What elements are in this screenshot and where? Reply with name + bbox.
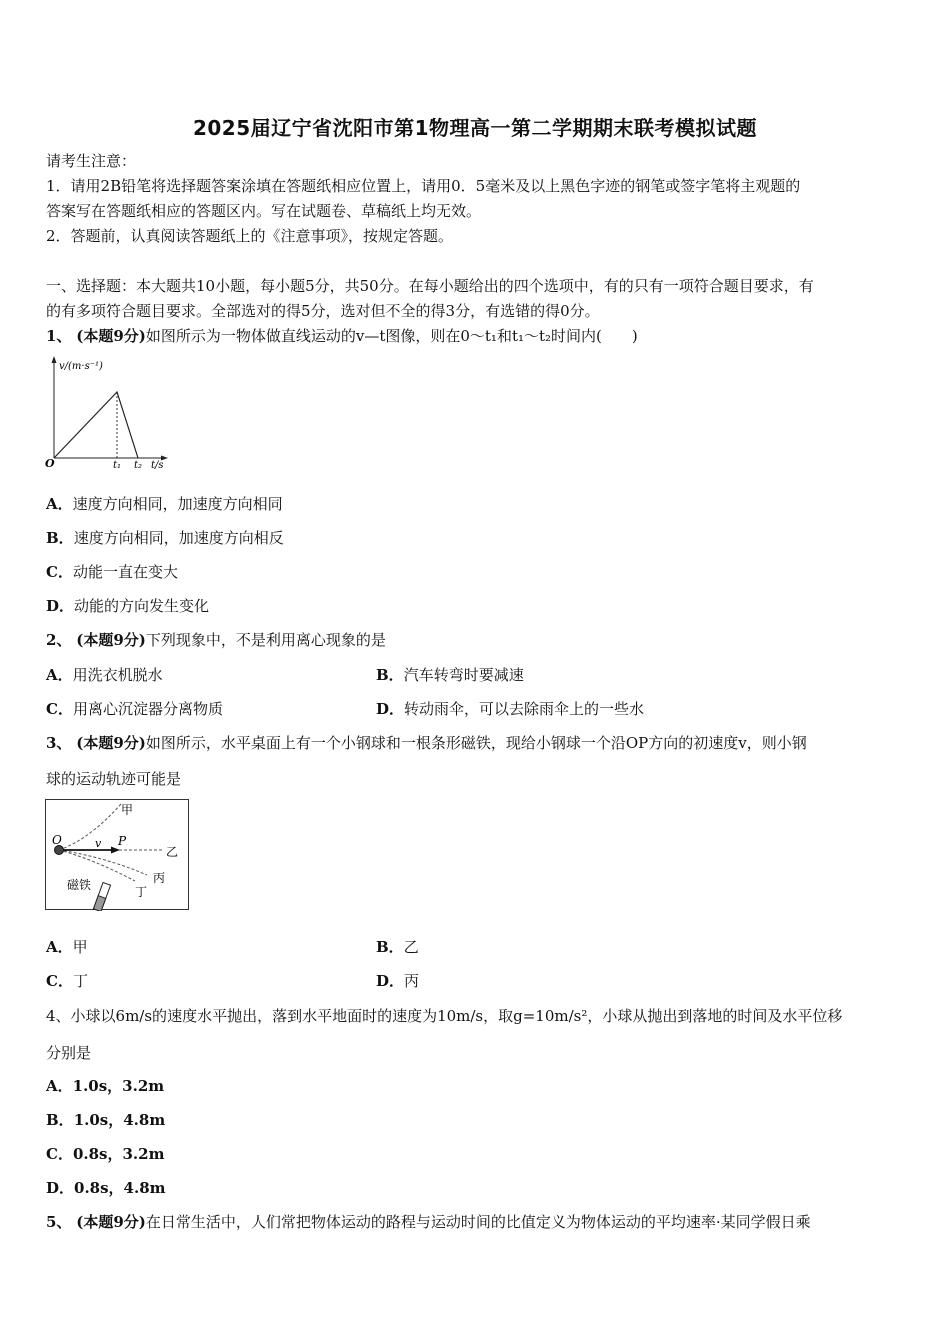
option-item [46, 528, 284, 548]
option-item [46, 699, 223, 719]
label-bing: 丙 [153, 871, 166, 885]
option-text: 0.8s，3.2m [72, 1145, 165, 1163]
option-key: B． [376, 938, 404, 956]
option-key: A． [46, 495, 73, 513]
page-title: 2025届辽宁省沈阳市第1物理高一第二学期期末联考模拟试题 [192, 116, 758, 140]
bar-magnet [93, 882, 110, 911]
option-text: 1.0s，4.8m [73, 1111, 166, 1129]
option-text: 动能的方向发生变化 [74, 597, 210, 615]
option-text: 速度方向相同，加速度方向相同 [72, 495, 283, 513]
notice-line: 2．答题前，认真阅读答题纸上的《注意事项》，按规定答题。 [46, 227, 454, 245]
path-bing [59, 850, 147, 875]
option-text: 速度方向相同，加速度方向相反 [73, 529, 284, 547]
label-yi: 乙 [166, 845, 179, 859]
question-text: 在日常生活中，人们常把物体运动的路程与运动时间的比值定义为物体运动的平均速率·某同学假日乘 [145, 1213, 811, 1231]
option-item [46, 937, 88, 957]
label-ding: 丁 [135, 885, 148, 899]
t2-label: t₂ [134, 460, 143, 471]
section-intro: 的有多项符合题目要求。全部选对的得5分，选对但不全的得3分，有选错的得0分。 [46, 302, 600, 320]
option-item [46, 1178, 166, 1198]
vt-graph-figure [44, 354, 174, 472]
question-tag: (本题9分) [76, 734, 146, 752]
question-2 [46, 630, 386, 650]
option-text: 转动雨伞，可以去除雨伞上的一些水 [404, 700, 645, 718]
t1-label: t₁ [113, 460, 122, 471]
question-tag: (本题9分) [76, 1213, 146, 1231]
option-item [46, 562, 178, 582]
option-item [46, 494, 283, 514]
option-text: 用离心沉淀器分离物质 [72, 700, 223, 718]
option-text: 丙 [404, 972, 420, 990]
question-text: 如图所示为一物体做直线运动的v—t图像，则在0～t₁和t₁～t₂时间内( ) [145, 327, 638, 345]
option-key: C． [46, 1145, 73, 1163]
option-key: D． [46, 1179, 75, 1197]
notice-line: 答案写在答题纸相应的答题区内。写在试题卷、草稿纸上均无效。 [46, 202, 482, 220]
question-3 [46, 733, 807, 753]
option-key: C． [46, 700, 73, 718]
option-item [376, 699, 644, 719]
option-key: A． [46, 1077, 73, 1095]
question-number: 1、 [46, 327, 72, 345]
option-text: 乙 [403, 938, 419, 956]
option-item [46, 665, 163, 685]
notice-heading: 请考生注意： [46, 152, 137, 170]
question-1 [46, 326, 638, 346]
option-key: B． [46, 529, 74, 547]
option-text: 动能一直在变大 [72, 563, 178, 581]
option-key: D． [376, 700, 405, 718]
option-text: 0.8s，4.8m [74, 1179, 166, 1197]
y-axis-label: v/(m·s⁻¹) [59, 361, 103, 372]
option-text: 用洗衣机脱水 [72, 666, 163, 684]
question-text: 下列现象中，不是利用离心现象的是 [145, 631, 386, 649]
option-key: A． [46, 666, 73, 684]
option-item [376, 937, 419, 957]
question-tag: (本题9分) [76, 327, 146, 345]
y-axis-arrow [52, 356, 57, 363]
question-text: 如图所示，水平桌面上有一个小钢球和一根条形磁铁，现给小钢球一个沿OP方向的初速度v，则小钢 [145, 734, 807, 752]
label-o: O [52, 833, 62, 847]
label-jia: 甲 [121, 803, 134, 817]
question-number: 2、 [46, 631, 72, 649]
option-key: C． [46, 972, 73, 990]
option-item [46, 596, 209, 616]
option-key: D． [46, 597, 75, 615]
path-jia [59, 804, 121, 850]
label-p: P [118, 834, 127, 848]
question-text-cont: 球的运动轨迹可能是 [46, 770, 182, 788]
origin-label: O [45, 457, 55, 470]
question-number: 5、 [46, 1213, 72, 1231]
label-v: v [95, 837, 102, 850]
option-item [46, 1076, 164, 1096]
option-item [376, 971, 419, 991]
question-5 [46, 1212, 811, 1232]
section-intro: 一、选择题：本大题共10小题，每小题5分，共50分。在每小题给出的四个选项中，有的只有一项符合题目要求，有 [46, 277, 814, 295]
option-item [46, 971, 88, 991]
option-item [46, 1110, 165, 1130]
question-tag: (本题9分) [76, 631, 146, 649]
vt-curve [54, 392, 138, 458]
x-axis-label: t/s [151, 460, 164, 471]
question-text-cont: 分别是 [46, 1044, 92, 1062]
option-key: B． [376, 666, 404, 684]
notice-line: 1．请用2B铅笔将选择题答案涂填在答题纸相应位置上，请用0．5毫米及以上黑色字迹的钢笔或签字笔将主观题的 [46, 177, 801, 195]
option-key: D． [376, 972, 405, 990]
option-text: 丁 [72, 972, 88, 990]
magnet-trajectory-figure [45, 799, 190, 911]
label-magnet: 磁铁 [67, 878, 92, 892]
option-key: A． [46, 938, 73, 956]
option-text: 汽车转弯时要减速 [403, 666, 524, 684]
option-item [46, 1144, 164, 1164]
question-4: 4、小球以6m/s的速度水平抛出，落到水平地面时的速度为10m/s，取g=10m/s²，小球从抛出到落地的时间及水平位移 [46, 1007, 843, 1025]
option-key: C． [46, 563, 73, 581]
question-number: 3、 [46, 734, 72, 752]
option-text: 1.0s，3.2m [72, 1077, 165, 1095]
option-item [376, 665, 524, 685]
option-text: 甲 [72, 938, 88, 956]
option-key: B． [46, 1111, 74, 1129]
